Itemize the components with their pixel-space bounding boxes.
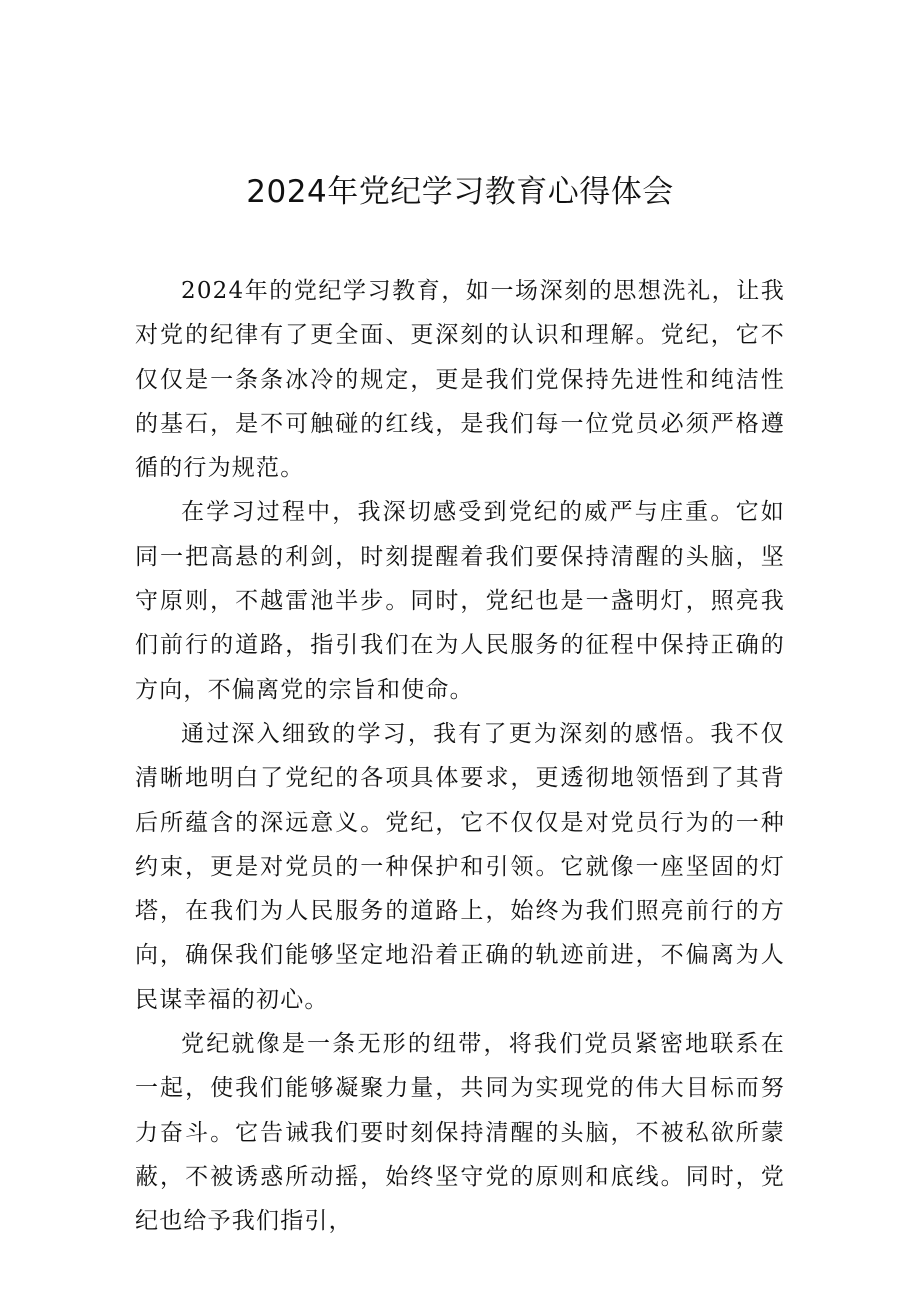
- paragraph-2: 在学习过程中，我深切感受到党纪的威严与庄重。它如同一把高悬的利剑，时刻提醒着我们要保持清醒的头脑，坚守原则，不越雷池半步。同时，党纪也是一盏明灯，照亮我们前行的道路，指引我们在为人民服务的征程中保持正确的方向，不偏离党的宗旨和使命。: [135, 499, 785, 703]
- paragraph-4: 党纪就像是一条无形的纽带，将我们党员紧密地联系在一起，使我们能够凝聚力量，共同为实现党的伟大目标而努力奋斗。它告诫我们要时刻保持清醒的头脑，不被私欲所蒙蔽，不被诱惑所动摇，始终坚守党的原则和底线。同时，党纪也给予我们指引，: [135, 1031, 785, 1235]
- document-body: [135, 269, 785, 1244]
- paragraph-1: 2024年的党纪学习教育，如一场深刻的思想洗礼，让我对党的纪律有了更全面、更深刻的认识和理解。党纪，它不仅仅是一条条冰冷的规定，更是我们党保持先进性和纯洁性的基石，是不可触碰的红线，是我们每一位党员必须严格遵循的行为规范。: [135, 278, 785, 482]
- paragraph-3: 通过深入细致的学习，我有了更为深刻的感悟。我不仅清晰地明白了党纪的各项具体要求，更透彻地领悟到了其背后所蕴含的深远意义。党纪，它不仅仅是对党员行为的一种约束，更是对党员的一种保护和引领。它就像一座坚固的灯塔，在我们为人民服务的道路上，始终为我们照亮前行的方向，确保我们能够坚定地沿着正确的轨迹前进，不偏离为人民谋幸福的初心。: [135, 720, 785, 1013]
- document-title: 2024年党纪学习教育心得体会: [246, 174, 674, 210]
